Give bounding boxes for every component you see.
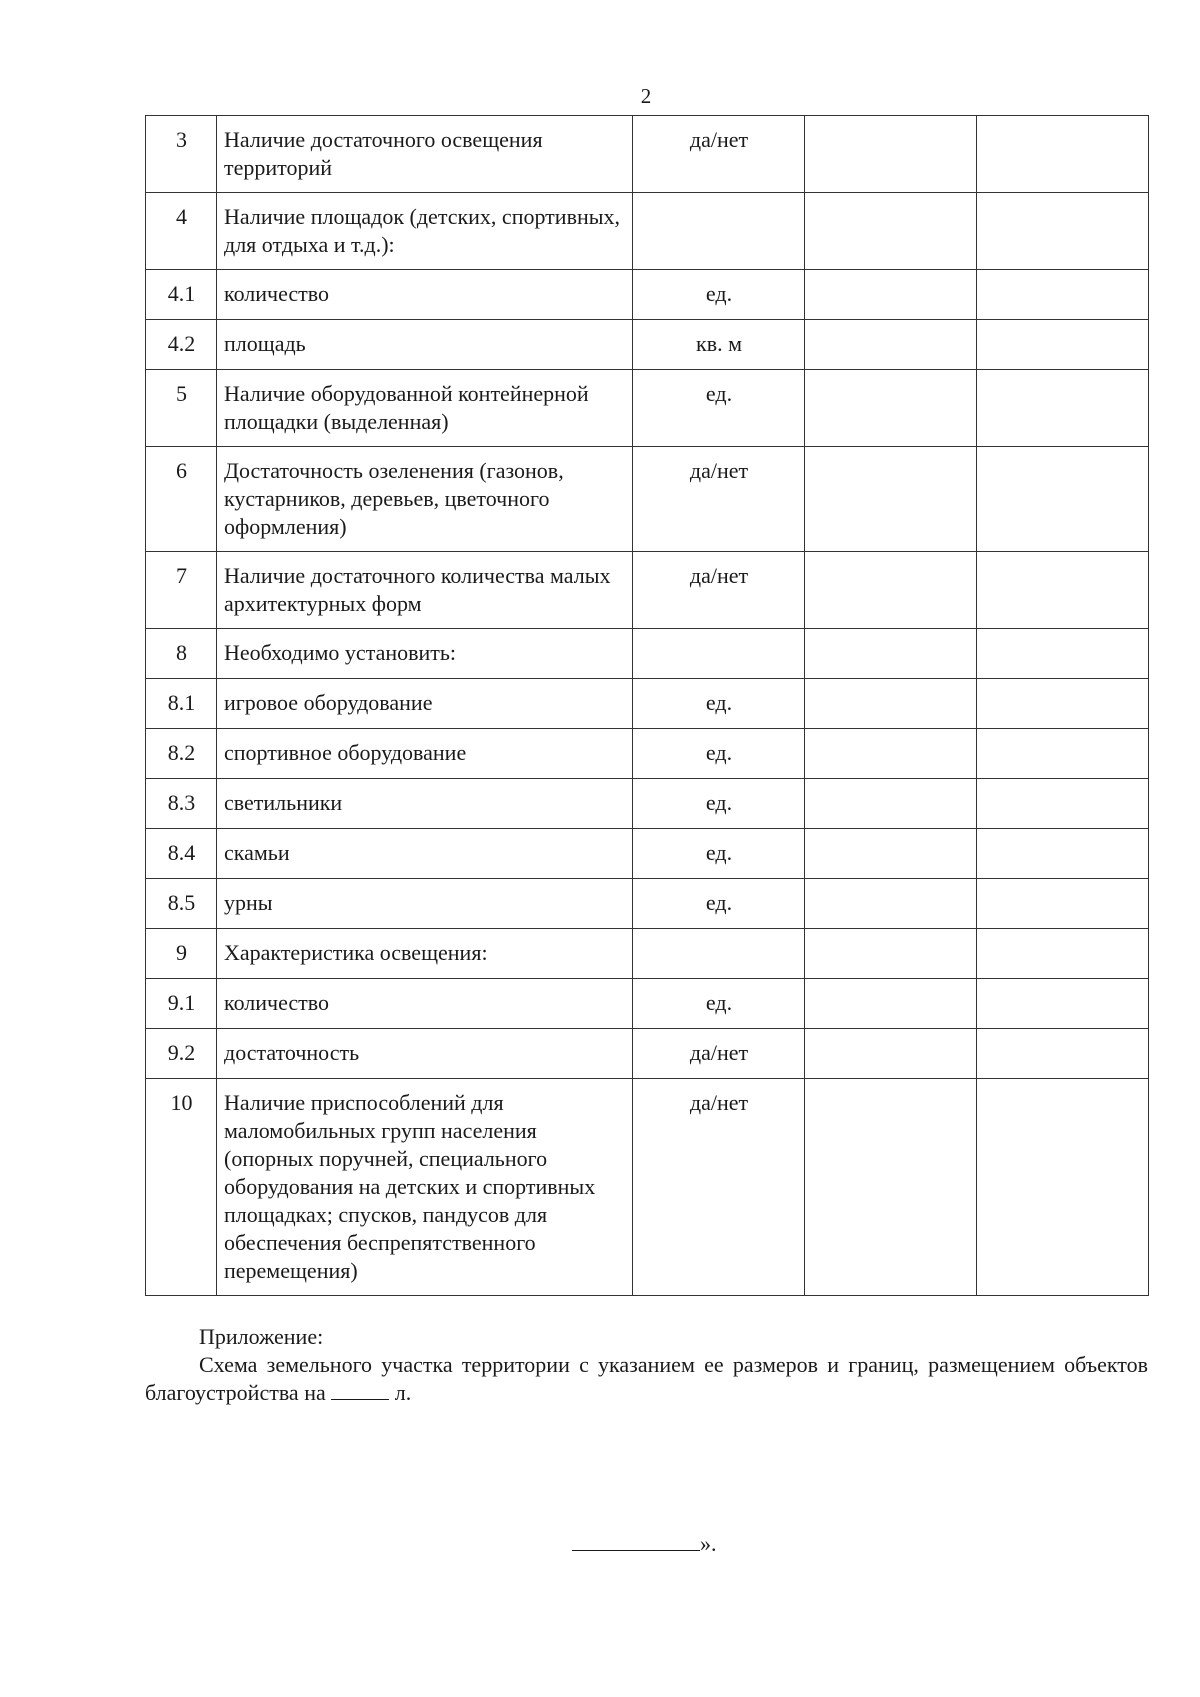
page-number: 2 <box>640 84 652 108</box>
row-value-cell-1 <box>805 552 977 629</box>
row-value-cell-2 <box>977 1079 1149 1296</box>
table-row <box>146 320 1149 370</box>
row-number-cell: 7 <box>146 552 217 629</box>
closing-quote: ». <box>700 1531 717 1556</box>
table-row <box>146 879 1149 929</box>
row-number-cell: 8 <box>146 629 217 679</box>
row-name-cell: достаточность <box>217 1029 633 1079</box>
row-value-cell-1 <box>805 1029 977 1079</box>
row-value-cell-1 <box>805 320 977 370</box>
row-value-cell-2 <box>977 879 1149 929</box>
row-unit-cell: ед. <box>633 779 805 829</box>
row-number-cell: 9.1 <box>146 979 217 1029</box>
row-unit-cell: ед. <box>633 679 805 729</box>
table-body <box>146 116 1149 1296</box>
survey-table <box>145 115 1149 1296</box>
row-value-cell-2 <box>977 447 1149 552</box>
row-name-cell: Наличие площадок (детских, спортивных, для отдыха и т.д.): <box>217 193 633 270</box>
sheet-count-blank <box>331 1381 389 1400</box>
row-number-cell: 8.3 <box>146 779 217 829</box>
row-number-cell: 9.2 <box>146 1029 217 1079</box>
table-row <box>146 829 1149 879</box>
row-value-cell-1 <box>805 447 977 552</box>
row-value-cell-2 <box>977 320 1149 370</box>
row-value-cell-2 <box>977 552 1149 629</box>
table-row <box>146 1079 1149 1296</box>
row-unit-cell: ед. <box>633 879 805 929</box>
row-name-cell: количество <box>217 979 633 1029</box>
appendix-text-end: л. <box>389 1380 412 1405</box>
table-row <box>146 270 1149 320</box>
row-unit-cell <box>633 929 805 979</box>
appendix-title: Приложение: <box>199 1324 324 1349</box>
row-name-cell: спортивное оборудование <box>217 729 633 779</box>
row-value-cell-2 <box>977 270 1149 320</box>
row-name-cell: Характеристика освещения: <box>217 929 633 979</box>
row-value-cell-2 <box>977 779 1149 829</box>
row-value-cell-1 <box>805 679 977 729</box>
row-value-cell-1 <box>805 729 977 779</box>
table-row <box>146 447 1149 552</box>
row-value-cell-2 <box>977 979 1149 1029</box>
row-unit-cell: да/нет <box>633 552 805 629</box>
row-value-cell-1 <box>805 629 977 679</box>
row-name-cell: Наличие приспособлений для маломобильных групп населения (опорных поручней, специального оборудования на детских и спортивных площадках; спусков, пандусов для обеспечения беспрепятственного перемещения) <box>217 1079 633 1296</box>
table-row <box>146 116 1149 193</box>
row-unit-cell: ед. <box>633 370 805 447</box>
row-number-cell: 6 <box>146 447 217 552</box>
row-value-cell-1 <box>805 979 977 1029</box>
row-value-cell-1 <box>805 193 977 270</box>
row-value-cell-2 <box>977 629 1149 679</box>
row-number-cell: 8.5 <box>146 879 217 929</box>
table-row <box>146 629 1149 679</box>
row-value-cell-1 <box>805 116 977 193</box>
table-row <box>146 193 1149 270</box>
row-value-cell-2 <box>977 929 1149 979</box>
row-number-cell: 8.2 <box>146 729 217 779</box>
row-unit-cell <box>633 193 805 270</box>
table-row <box>146 552 1149 629</box>
table-row <box>146 979 1149 1029</box>
row-value-cell-2 <box>977 193 1149 270</box>
row-value-cell-1 <box>805 370 977 447</box>
closing-line <box>572 1530 717 1558</box>
row-value-cell-1 <box>805 270 977 320</box>
row-number-cell: 8.4 <box>146 829 217 879</box>
row-number-cell: 8.1 <box>146 679 217 729</box>
appendix-text-main: Схема земельного участка территории с указанием ее размеров и границ, размещением объектов благоустройства на <box>145 1352 1148 1405</box>
row-name-cell: количество <box>217 270 633 320</box>
row-unit-cell: да/нет <box>633 447 805 552</box>
row-value-cell-2 <box>977 370 1149 447</box>
closing-blank <box>572 1532 700 1551</box>
row-unit-cell: ед. <box>633 729 805 779</box>
row-name-cell: Наличие достаточного освещения территорий <box>217 116 633 193</box>
row-value-cell-2 <box>977 679 1149 729</box>
row-value-cell-2 <box>977 116 1149 193</box>
row-name-cell: игровое оборудование <box>217 679 633 729</box>
appendix-text <box>145 1351 1148 1407</box>
row-number-cell: 3 <box>146 116 217 193</box>
row-number-cell: 9 <box>146 929 217 979</box>
row-unit-cell: ед. <box>633 979 805 1029</box>
row-value-cell-1 <box>805 1079 977 1296</box>
row-value-cell-2 <box>977 1029 1149 1079</box>
row-number-cell: 4.2 <box>146 320 217 370</box>
row-value-cell-1 <box>805 829 977 879</box>
row-name-cell: Наличие достаточного количества малых архитектурных форм <box>217 552 633 629</box>
row-unit-cell: ед. <box>633 270 805 320</box>
row-unit-cell: да/нет <box>633 116 805 193</box>
row-name-cell: скамьи <box>217 829 633 879</box>
table-row <box>146 729 1149 779</box>
row-name-cell: урны <box>217 879 633 929</box>
row-name-cell: Достаточность озеленения (газонов, кустарников, деревьев, цветочного оформления) <box>217 447 633 552</box>
row-name-cell: площадь <box>217 320 633 370</box>
row-name-cell: светильники <box>217 779 633 829</box>
table-row <box>146 370 1149 447</box>
row-number-cell: 10 <box>146 1079 217 1296</box>
table-row <box>146 929 1149 979</box>
row-number-cell: 4 <box>146 193 217 270</box>
table-row <box>146 1029 1149 1079</box>
row-unit-cell: да/нет <box>633 1079 805 1296</box>
row-unit-cell: да/нет <box>633 1029 805 1079</box>
table-row <box>146 779 1149 829</box>
row-number-cell: 5 <box>146 370 217 447</box>
appendix-note <box>145 1323 1148 1407</box>
row-value-cell-1 <box>805 929 977 979</box>
table-row <box>146 679 1149 729</box>
row-value-cell-1 <box>805 879 977 929</box>
row-unit-cell <box>633 629 805 679</box>
row-name-cell: Наличие оборудованной контейнерной площадки (выделенная) <box>217 370 633 447</box>
row-unit-cell: ед. <box>633 829 805 879</box>
row-value-cell-2 <box>977 729 1149 779</box>
row-number-cell: 4.1 <box>146 270 217 320</box>
row-value-cell-1 <box>805 779 977 829</box>
row-unit-cell: кв. м <box>633 320 805 370</box>
row-name-cell: Необходимо установить: <box>217 629 633 679</box>
row-value-cell-2 <box>977 829 1149 879</box>
